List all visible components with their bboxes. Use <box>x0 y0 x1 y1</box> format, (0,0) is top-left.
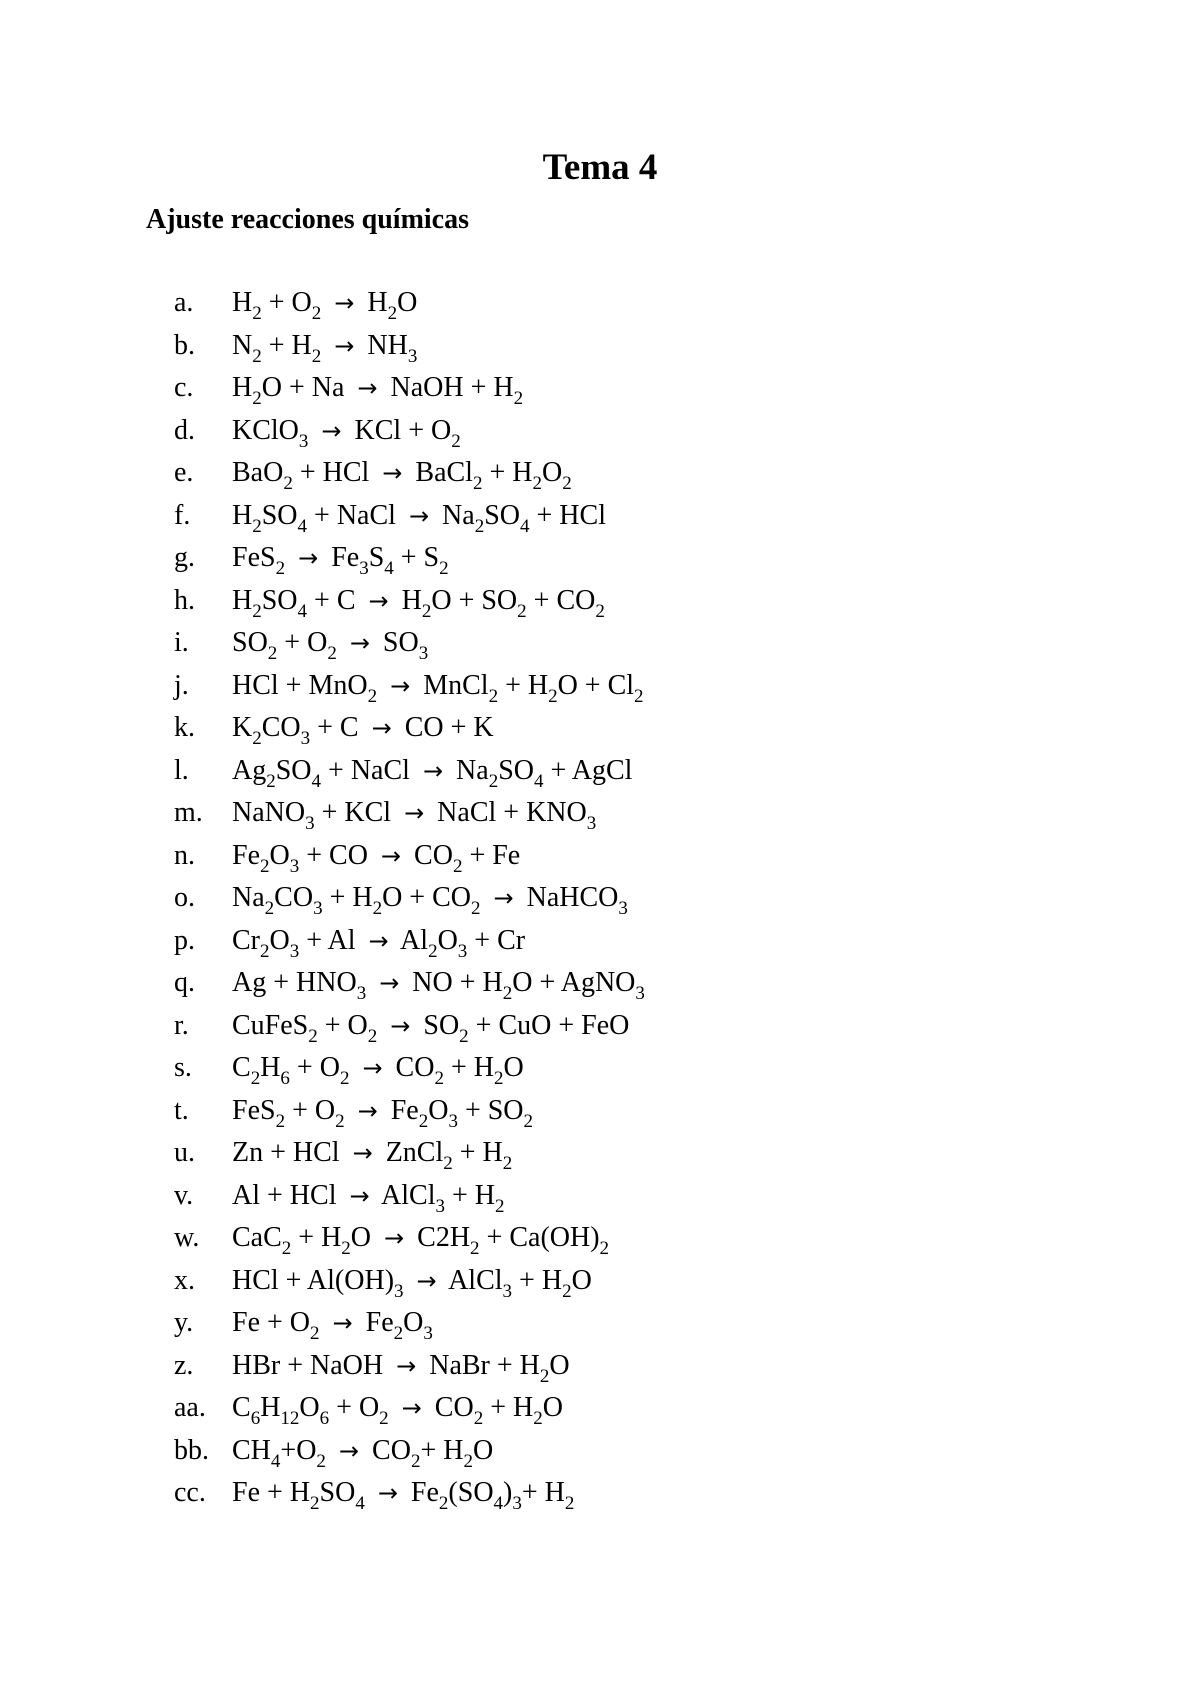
reaction-letter: j. <box>174 669 189 701</box>
reaction-letter: q. <box>174 967 195 998</box>
reaction-equation: $H_2SO_4$ + NaCl → $Na_2SO_4$ + HCl <box>232 499 606 537</box>
reaction-letter: h. <box>174 584 195 616</box>
reaction-letter: g. <box>174 542 195 573</box>
reaction-letter: u. <box>174 1137 195 1168</box>
reaction-equation: $Fe + O_2 \to Fe_2O_3$ <box>232 1307 433 1344</box>
reaction-letter: k. <box>174 712 195 743</box>
reaction-letter: cc. <box>174 1477 206 1508</box>
reaction-letter: e. <box>174 457 194 488</box>
page-subtitle: Ajuste reacciones químicas <box>146 204 469 235</box>
reaction-equation: $Ag + HNO_3$ → NO + $H_2O$ + AgNO$_3$ <box>232 967 645 1004</box>
reaction-equation: $SO_2 + O_2 \to SO_3$ <box>232 627 429 664</box>
reaction-equation: $K_2CO_3 + C$ → CO + K <box>232 712 494 749</box>
reaction-equation: $H_2SO_4 + C \to H_2O + SO_2 + CO_2$ <box>232 584 605 622</box>
reaction-letter: i. <box>174 627 189 658</box>
reaction-equation: $H_2 + O_2 \to H_2O$ <box>232 287 418 324</box>
reaction-letter: v. <box>174 1179 194 1211</box>
reaction-letter: d. <box>174 414 195 446</box>
reaction-letter: m. <box>174 797 203 828</box>
reaction-equation: Zn + HCl → ZnCl$_2$ + $H_2$ <box>232 1137 513 1174</box>
reaction-letter: r. <box>174 1009 189 1041</box>
reaction-letter: l. <box>174 754 189 786</box>
reaction-equation: NaNO$_3$ + KCl → NaCl + $KNO_3$ <box>232 797 597 834</box>
reaction-letter: s. <box>174 1052 192 1083</box>
reaction-letter: o. <box>174 882 195 913</box>
reaction-letter: y. <box>174 1307 194 1338</box>
reaction-equation: $H_2O + Na$ → NaOH + $H_2$ <box>232 372 524 409</box>
reaction-equation: $FeS_2 + O_2 \to Fe_2O_3 + SO_2$ <box>232 1094 534 1132</box>
reaction-letter: a. <box>174 287 194 318</box>
reaction-equation: $Cr_2O_3 + Al \to Al_2O_3 + Cr$ <box>232 924 526 962</box>
reaction-equation: $CH_4+O_2 \to CO_2+ H_2O$ <box>232 1434 494 1472</box>
reaction-equation: HBr + NaOH → NaBr + $H_2O$ <box>232 1349 570 1387</box>
reaction-equation: $Fe_2O_3$ + CO → $CO_2 + Fe$ <box>232 839 521 877</box>
reaction-equation: BaO$_2$ + HCl → BaCl$_2$ + $H_2O_2$ <box>232 457 572 494</box>
reaction-equation: $C_6H_{12}O_6 + O_2 \to CO_2 + H_2O$ <box>232 1392 563 1429</box>
reaction-letter: bb. <box>174 1434 209 1466</box>
reaction-equation: $Na_2CO_3 + H_2O + CO_2$ → NaHCO$_3$ <box>232 882 628 919</box>
reaction-equation: $FeS_2 \to Fe_3S_4 + S_2$ <box>232 542 449 579</box>
reaction-equation: $Ag_2SO_4$ + NaCl → $Na_2SO_4$ + AgCl <box>232 754 633 792</box>
reaction-letter: p. <box>174 924 195 956</box>
reaction-equation: $N_2 + H_2 \to NH_3$ <box>232 329 418 367</box>
reaction-equation: Al + HCl → AlCl$_3$ + $H_2$ <box>232 1179 505 1217</box>
reaction-equation: HCl + $Al(OH)_3$ → AlCl$_3$ + $H_2O$ <box>232 1264 592 1302</box>
reaction-equation: HCl + MnO$_2$ → MnCl$_2$ + $H_2O + Cl_2$ <box>232 669 644 707</box>
reaction-letter: t. <box>174 1094 189 1126</box>
reaction-equation: $C_2H_6 + O_2 \to CO_2 + H_2O$ <box>232 1052 524 1089</box>
reaction-letter: c. <box>174 372 194 403</box>
reaction-equation: KClO$_3$ → KCl + $O_2$ <box>232 414 461 452</box>
reaction-letter: x. <box>174 1264 195 1296</box>
page-title: Tema 4 <box>542 147 658 188</box>
reaction-letter: n. <box>174 839 195 871</box>
reaction-letter: aa. <box>174 1392 206 1423</box>
reaction-equation: $Fe + H_2SO_4 \to Fe_2(SO_4)_3+ H_2$ <box>232 1477 575 1514</box>
reaction-letter: f. <box>174 499 191 531</box>
reaction-letter: z. <box>174 1349 194 1381</box>
reaction-equation: $CaC_2 + H_2O \to C2H_2 + Ca(OH)_2$ <box>232 1222 610 1259</box>
reaction-letter: b. <box>174 329 195 361</box>
reaction-equation: CuFeS$_2$ + $O_2 \to SO_2$ + CuO + FeO <box>232 1009 630 1047</box>
reaction-letter: w. <box>174 1222 200 1253</box>
